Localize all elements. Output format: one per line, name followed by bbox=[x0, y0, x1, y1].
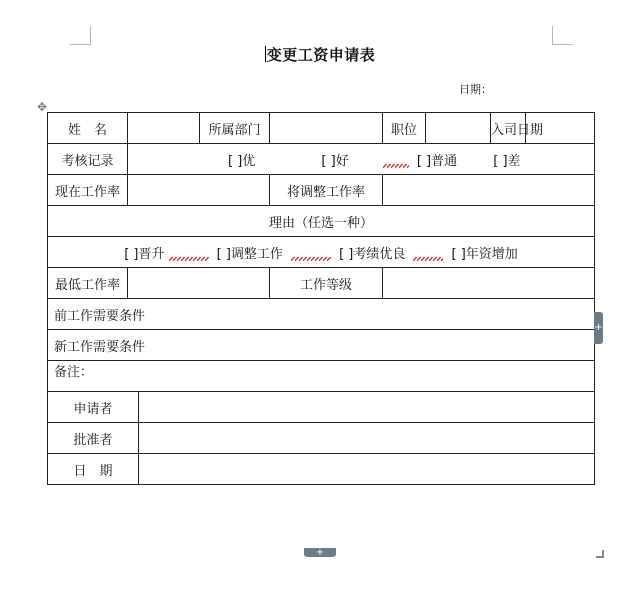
hire-date-label: 入司日期 bbox=[491, 113, 526, 144]
option-job-adjustment[interactable]: [ ]调整工作 bbox=[216, 246, 283, 262]
document-title[interactable] bbox=[0, 44, 640, 65]
new-job-requirements[interactable]: 新工作需要条件 bbox=[48, 330, 595, 361]
page-corner-mark-left bbox=[70, 26, 91, 45]
spell-underline bbox=[383, 164, 409, 168]
add-column-plus-icon[interactable]: + bbox=[594, 312, 603, 344]
position-value-cell[interactable] bbox=[426, 113, 491, 144]
table-move-icon[interactable]: ✥ bbox=[36, 100, 48, 114]
salary-change-form-table bbox=[47, 112, 595, 485]
option-seniority-increase[interactable]: [ ]年资增加 bbox=[451, 246, 518, 262]
current-rate-label: 现在工作率 bbox=[48, 175, 128, 206]
table-row bbox=[48, 268, 595, 299]
notes-cell[interactable]: 备注： bbox=[48, 361, 595, 392]
department-value-cell[interactable] bbox=[270, 113, 383, 144]
grade-value-cell[interactable] bbox=[383, 268, 595, 299]
table-row bbox=[48, 423, 595, 454]
table-row bbox=[48, 237, 595, 268]
option-poor[interactable]: [ ]差 bbox=[493, 153, 521, 169]
table-row bbox=[48, 361, 595, 392]
option-good-performance[interactable]: [ ]考绩优良 bbox=[339, 246, 406, 262]
department-label: 所属部门 bbox=[200, 113, 270, 144]
text-cursor bbox=[265, 46, 266, 62]
table-row bbox=[48, 330, 595, 361]
option-average[interactable]: [ ]普通 bbox=[416, 153, 458, 169]
table-row bbox=[48, 144, 595, 175]
page-corner-mark-right bbox=[552, 26, 573, 45]
option-promotion[interactable]: [ ]晋升 bbox=[124, 246, 165, 262]
grade-label: 工作等级 bbox=[270, 268, 383, 299]
date-row-label: 日 期 bbox=[48, 454, 139, 485]
table-row bbox=[48, 392, 595, 423]
name-label: 姓 名 bbox=[48, 113, 128, 144]
table-row bbox=[48, 454, 595, 485]
option-excellent[interactable]: [ ]优 bbox=[228, 153, 256, 169]
table-row bbox=[48, 175, 595, 206]
option-good[interactable]: [ ]好 bbox=[321, 153, 349, 169]
previous-job-requirements[interactable]: 前工作需要条件 bbox=[48, 299, 595, 330]
name-value-cell[interactable] bbox=[128, 113, 200, 144]
position-label: 职位 bbox=[383, 113, 426, 144]
assessment-options-cell[interactable] bbox=[128, 144, 595, 175]
table-resize-icon[interactable] bbox=[596, 550, 604, 558]
applicant-label: 申请者 bbox=[48, 392, 139, 423]
current-rate-value-cell[interactable] bbox=[128, 175, 270, 206]
spell-underline bbox=[291, 257, 331, 261]
reason-heading: 理由（任选一种） bbox=[48, 206, 595, 237]
add-row-plus-icon[interactable]: + bbox=[304, 548, 336, 557]
min-rate-label: 最低工作率 bbox=[48, 268, 128, 299]
approver-value-cell[interactable] bbox=[139, 423, 595, 454]
min-rate-value-cell[interactable] bbox=[128, 268, 270, 299]
date-label[interactable]: 日期： bbox=[459, 83, 492, 96]
reason-options-cell[interactable] bbox=[48, 237, 595, 268]
spell-underline bbox=[413, 257, 443, 261]
approver-label: 批准者 bbox=[48, 423, 139, 454]
table-row bbox=[48, 113, 595, 144]
assessment-label: 考核记录 bbox=[48, 144, 128, 175]
document-title-text[interactable]: 变更工资申请表 bbox=[266, 46, 376, 64]
date-row-value-cell[interactable] bbox=[139, 454, 595, 485]
table-row bbox=[48, 206, 595, 237]
adjust-rate-label: 将调整工作率 bbox=[270, 175, 383, 206]
adjust-rate-value-cell[interactable] bbox=[383, 175, 595, 206]
table-row bbox=[48, 299, 595, 330]
spell-underline bbox=[169, 257, 209, 261]
applicant-value-cell[interactable] bbox=[139, 392, 595, 423]
